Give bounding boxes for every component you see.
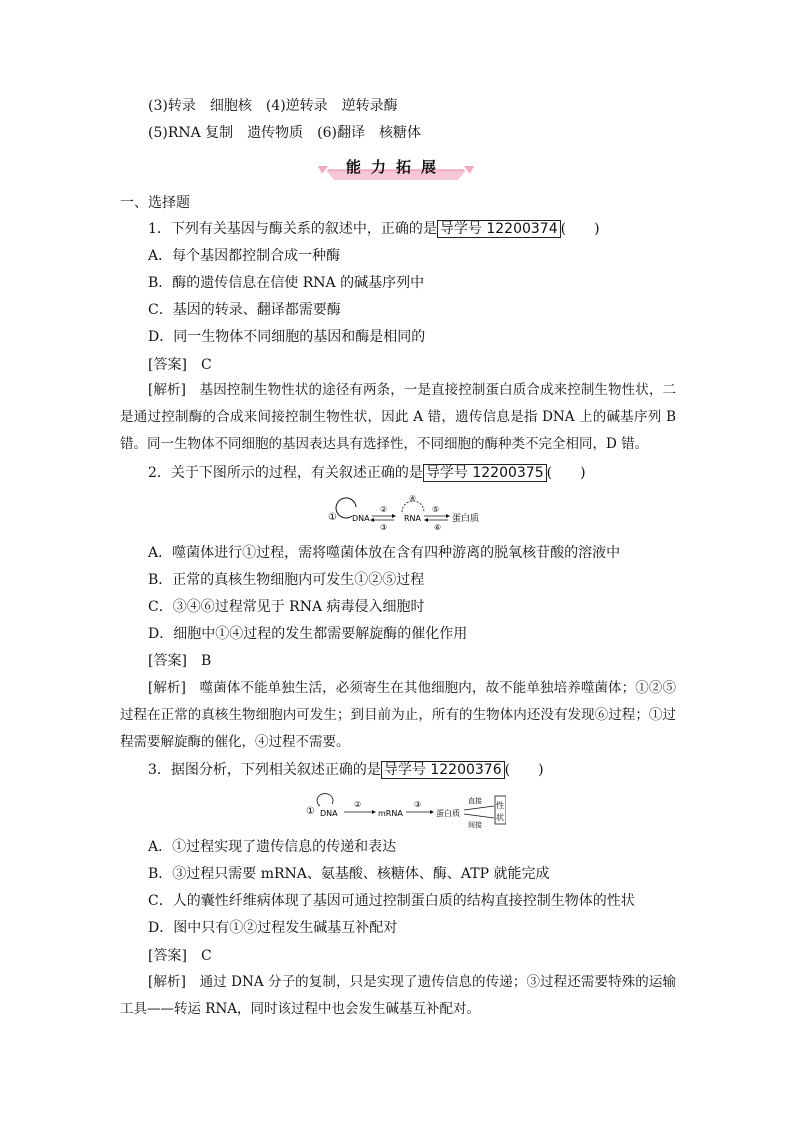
answer-blank: ( ) xyxy=(546,465,586,481)
label-5: ⑤ xyxy=(432,505,440,514)
question-3-stem xyxy=(148,760,544,780)
arrowhead-3 xyxy=(370,518,374,522)
answer-blank: ( ) xyxy=(560,221,600,237)
option-a: A．每个基因都控制合成一种酶 xyxy=(148,248,341,264)
label-dna: DNA xyxy=(320,809,338,818)
label-protein: 蛋白质 xyxy=(436,809,460,818)
analysis-text: 噬菌体不能单独生活，必须寄生在其他细胞内，故不能单独培养噬菌体；①②⑤过程在正常的真核生物细胞内可发生；到目前为止，所有的生物体内还没有发现⑥过程；①过程需要解旋酶的催化，④过程不需要。 xyxy=(120,680,677,750)
option-c: C．③④⑥过程常见于 RNA 病毒侵入细胞时 xyxy=(148,599,425,615)
arrow-indirect xyxy=(464,814,494,818)
arrowhead-5 xyxy=(446,514,450,518)
question-2-stem xyxy=(148,463,586,483)
option-d: D．同一生物体不同细胞的基因和酶是相同的 xyxy=(148,329,426,345)
label-3: ③ xyxy=(414,800,422,809)
analysis-paragraph xyxy=(120,377,676,458)
question-stem-text: 2．关于下图所示的过程，有关叙述正确的是 xyxy=(148,465,423,481)
analysis-paragraph xyxy=(120,969,676,1023)
central-dogma-diagram-q2 xyxy=(326,494,486,534)
option-b: B．正常的真核生物细胞内可发生①②⑤过程 xyxy=(148,572,425,588)
question-stem-text: 3．据图分析，下列相关叙述正确的是 xyxy=(148,762,381,778)
arrowhead-3 xyxy=(430,810,434,814)
arrow-direct xyxy=(464,806,494,810)
analysis-label: [解析] xyxy=(148,974,186,990)
option-d: D．细胞中①④过程的发生都需要解旋酶的催化作用 xyxy=(148,626,468,642)
answer-value: B xyxy=(200,653,212,669)
gene-expression-diagram-q3 xyxy=(306,792,506,828)
analysis-label: [解析] xyxy=(148,680,186,696)
answer-row xyxy=(148,355,212,375)
dna-self-loop xyxy=(317,794,333,806)
label-dna: DNA xyxy=(352,514,370,523)
option-a: A．①过程实现了遗传信息的传递和表达 xyxy=(148,839,397,855)
section-heading: 一、选择题 xyxy=(120,195,190,211)
answer-value: C xyxy=(200,948,212,964)
option-d: D．图中只有①②过程发生碱基互补配对 xyxy=(148,920,398,936)
analysis-label: [解析] xyxy=(148,382,186,398)
label-direct: 直接 xyxy=(468,797,482,805)
answer-line-3-4: (3)转录 细胞核 (4)逆转录 逆转录酶 xyxy=(148,98,398,114)
label-2: ② xyxy=(380,505,388,514)
label-1: ① xyxy=(328,512,337,523)
guide-number-link[interactable]: 导学号 12200375 xyxy=(423,464,547,482)
label-rna: RNA xyxy=(404,514,422,523)
answer-label: [答案] xyxy=(148,948,187,964)
label-3: ③ xyxy=(380,523,388,532)
option-a: A．噬菌体进行①过程，需将噬菌体放在含有四种游离的脱氧核苷酸的溶液中 xyxy=(148,545,621,561)
arrowhead-6 xyxy=(424,518,428,522)
guide-number-link[interactable]: 导学号 12200376 xyxy=(381,761,505,779)
option-b: B．酶的遗传信息在信使 RNA 的碱基序列中 xyxy=(148,275,425,291)
answer-line-5-6: (5)RNA 复制 遗传物质 (6)翻译 核糖体 xyxy=(148,125,422,141)
answer-label: [答案] xyxy=(148,653,187,669)
analysis-text: 基因控制生物性状的途径有两条，一是直接控制蛋白质合成来控制生物性状，二是通过控制酶的合成来间接控制生物性状，因此 A 错，遗传信息是指 DNA 上的碱基序列 B 错。同一生物体不同细胞的基因表达具有选择性，不同细胞的酶种类不完全相同，D 错。 xyxy=(120,382,677,452)
label-trait-2: 状 xyxy=(496,813,504,822)
question-stem-text: 1．下列有关基因与酶关系的叙述中，正确的是 xyxy=(148,221,437,237)
label-6: ⑥ xyxy=(434,523,442,532)
label-indirect: 间接 xyxy=(468,821,482,828)
label-4: ④ xyxy=(409,494,417,503)
arrowhead-2 xyxy=(372,810,376,814)
label-2: ② xyxy=(354,800,362,809)
arrowhead-2 xyxy=(392,514,396,518)
analysis-paragraph xyxy=(120,675,676,756)
label-1: ① xyxy=(306,806,315,817)
label-protein: 蛋白质 xyxy=(452,514,480,524)
guide-number-link[interactable]: 导学号 12200374 xyxy=(437,220,561,238)
label-trait-1: 性 xyxy=(496,801,504,810)
answer-blank: ( ) xyxy=(504,762,544,778)
answer-row xyxy=(148,946,212,966)
answer-row xyxy=(148,651,211,671)
question-1-stem xyxy=(148,219,600,239)
section-banner xyxy=(318,152,474,182)
option-c: C．基因的转录、翻译都需要酶 xyxy=(148,302,341,318)
analysis-text: 通过 DNA 分子的复制，只是实现了遗传信息的传递；③过程还需要特殊的运输工具——转运 RNA，同时该过程中也会发生碱基互补配对。 xyxy=(120,974,677,1017)
option-c: C．人的囊性纤维病体现了基因可通过控制蛋白质的结构直接控制生物体的性状 xyxy=(148,893,635,909)
answer-label: [答案] xyxy=(148,357,187,373)
option-b: B．③过程只需要 mRNA、氨基酸、核糖体、酶、ATP 就能完成 xyxy=(148,866,550,882)
label-mrna: mRNA xyxy=(378,809,403,818)
answer-value: C xyxy=(200,357,212,373)
banner-title: 能力拓展 xyxy=(345,158,446,176)
